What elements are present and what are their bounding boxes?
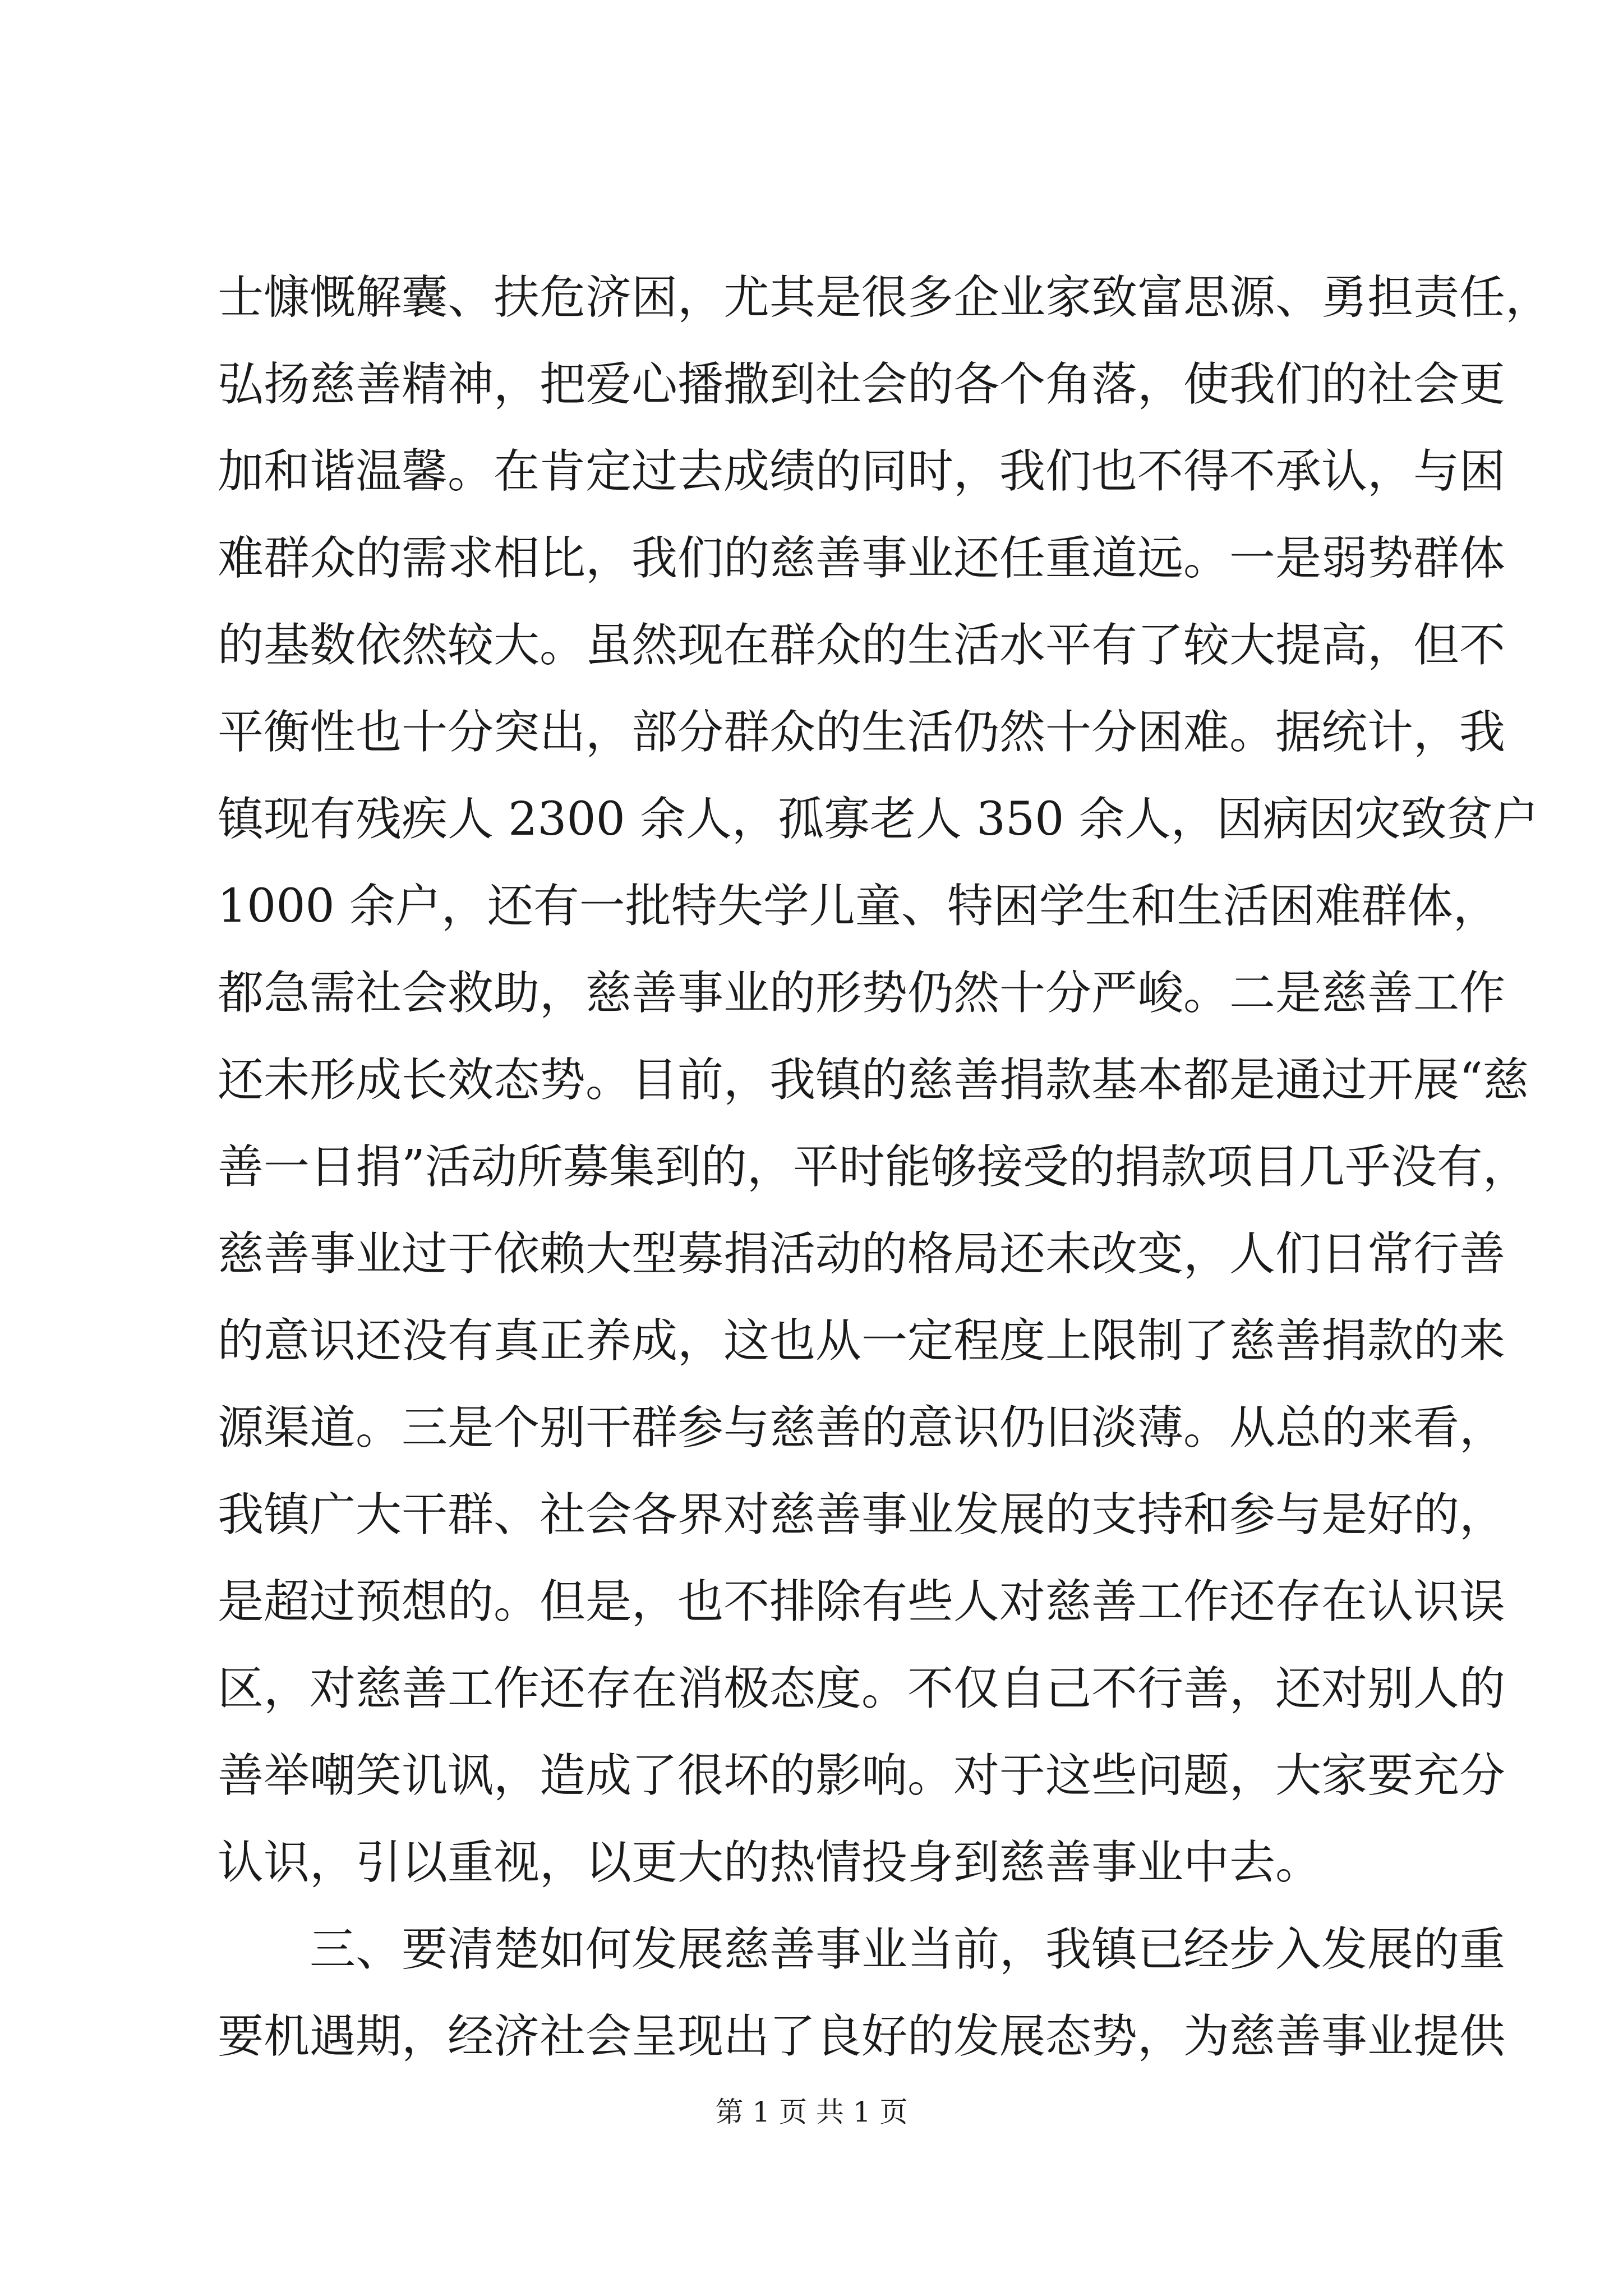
text-line: 的基数依然较大。虽然现在群众的生活水平有了较大提高，但不: [218, 619, 1506, 672]
text-line: 士慷慨解囊、扶危济困，尤其是很多企业家致富思源、勇担责任，: [218, 271, 1552, 324]
text-line: 慈善事业过于依赖大型募捐活动的格局还未改变，人们日常行善: [218, 1227, 1506, 1281]
text-line: 都急需社会救助，慈善事业的形势仍然十分严峻。二是慈善工作: [218, 967, 1506, 1020]
page-number-footer: 第 1 页 共 1 页: [715, 2096, 908, 2128]
text-line: 认识，引以重视，以更大的热情投身到慈善事业中去。: [218, 1836, 1322, 1889]
text-line: 平衡性也十分突出，部分群众的生活仍然十分困难。据统计，我: [218, 706, 1506, 759]
text-line: 源渠道。三是个别干群参与慈善的意识仍旧淡薄。从总的来看，: [218, 1401, 1506, 1455]
document-body: [218, 254, 1552, 2080]
text-line: 我镇广大干群、社会各界对慈善事业发展的支持和参与是好的，: [218, 1488, 1506, 1542]
text-line: 1000 余户，还有一批特失学儿童、特困学生和生活困难群体，: [218, 880, 1499, 933]
text-line: 善一日捐”活动所募集到的，平时能够接受的捐款项目几乎没有，: [218, 1140, 1529, 1194]
text-line: 是超过预想的。但是，也不排除有些人对慈善工作还存在认识误: [218, 1575, 1506, 1628]
text-line: 善举嘲笑讥讽，造成了很坏的影响。对于这些问题，大家要充分: [218, 1749, 1506, 1802]
section-heading-line: 三、要清楚如何发展慈善事业当前，我镇已经步入发展的重: [310, 1923, 1506, 1976]
text-line: 弘扬慈善精神，把爱心播撒到社会的各个角落，使我们的社会更: [218, 358, 1506, 411]
text-line: 难群众的需求相比，我们的慈善事业还任重道远。一是弱势群体: [218, 532, 1506, 585]
text-line: 区，对慈善工作还存在消极态度。不仅自己不行善，还对别人的: [218, 1662, 1506, 1715]
text-line: 要机遇期，经济社会呈现出了良好的发展态势，为慈善事业提供: [218, 2010, 1506, 2063]
text-line: 还未形成长效态势。目前，我镇的慈善捐款基本都是通过开展“慈: [218, 1053, 1529, 1107]
text-line: 的意识还没有真正养成，这也从一定程度上限制了慈善捐款的来: [218, 1314, 1506, 1368]
text-line: 镇现有残疾人 2300 余人，孤寡老人 350 余人，因病因灾致贫户: [218, 793, 1539, 846]
text-line: 加和谐温馨。在肯定过去成绩的同时，我们也不得不承认，与困: [218, 445, 1506, 498]
